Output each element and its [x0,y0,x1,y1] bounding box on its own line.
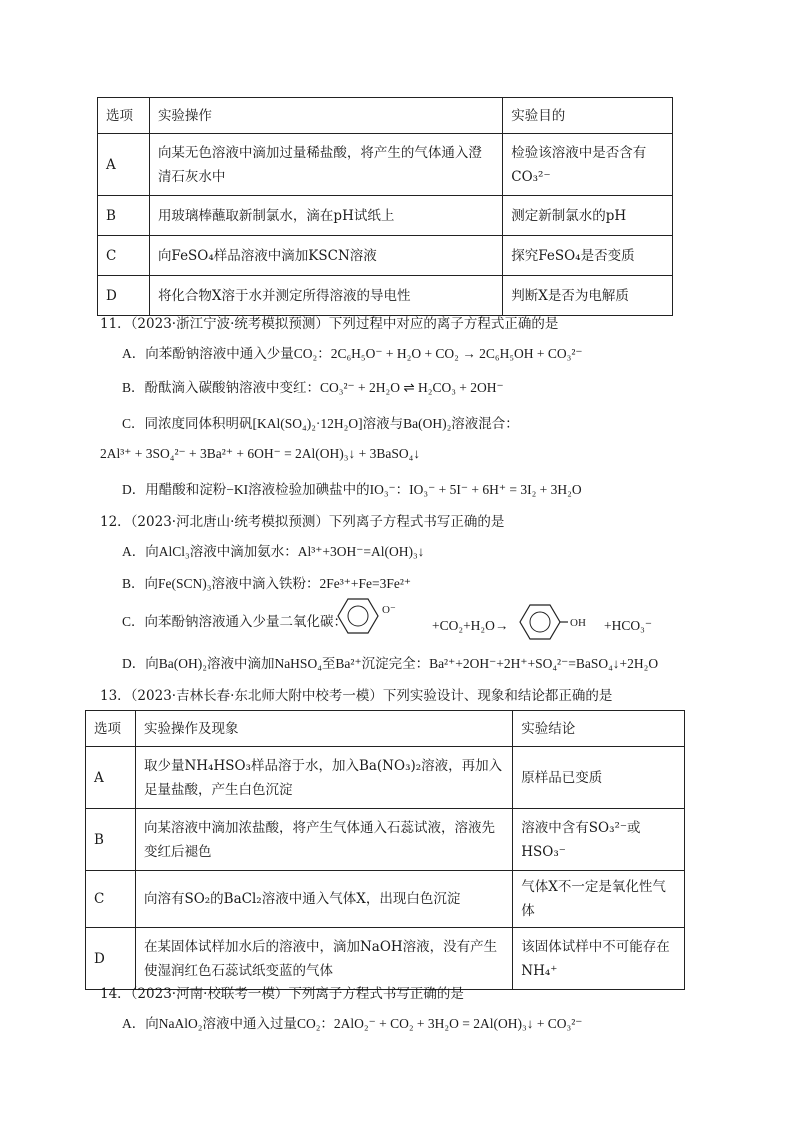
operation-cell: 向溶有SO₂的BaCl₂溶液中通入气体X，出现白色沉淀 [135,871,512,928]
conclusion-cell: 气体X不一定是氧化性气体 [513,871,685,928]
option-cell: A [98,134,150,196]
table-row [98,276,673,316]
operation-cell: 向某无色溶液中滴加过量稀盐酸，将产生的气体通入澄清石灰水中 [149,134,502,196]
table-row [98,196,673,236]
question-11-option-b: B．酚酞滴入碳酸钠溶液中变红：CO₃²⁻ + 2H₂O ⇌ H₂CO₃ + 2OH⁻ [122,380,504,395]
purpose-cell: 检验该溶液中是否含有CO₃²⁻ [503,134,673,196]
purpose-cell: 测定新制氯水的pH [503,196,673,236]
table-row [86,928,685,990]
question-12-option-b: B．向Fe(SCN)₃溶液中滴入铁粉：2Fe³⁺+Fe=3Fe²⁺ [122,576,412,591]
option-cell: D [86,928,136,990]
option-cell: B [86,809,136,871]
conclusion-cell: 原样品已变质 [513,747,685,809]
question-14-option-a: A．向NaAlO₂溶液中通入过量CO₂：2AlO₂⁻ + CO₂ + 3H₂O = 2Al(OH)₃↓ + CO₃²⁻ [122,1016,583,1031]
operation-cell: 向某溶液中滴加浓盐酸，将产生气体通入石蕊试液，溶液先变红后褪色 [135,809,512,871]
option-cell: C [98,236,150,276]
question-12-option-c-lead: C．向苯酚钠溶液通入少量二氧化碳： [122,614,348,629]
benzene-ring [520,605,560,639]
operation-cell: 在某固体试样加水后的溶液中，滴加NaOH溶液，没有产生使湿润红色石蕊试纸变蓝的气体 [135,928,512,990]
benzene-ring [338,599,378,633]
table-header-row [86,711,685,747]
option-cell: A [86,747,136,809]
phenoxide-o: O⁻ [382,604,396,616]
header-cell: 实验目的 [503,98,673,134]
header-cell: 实验结论 [513,711,685,747]
aromatic-circle [348,606,368,626]
option-cell: D [98,276,150,316]
operation-cell: 将化合物X溶于水并测定所得溶液的导电性 [149,276,502,316]
header-cell: 选项 [86,711,136,747]
option-cell: B [98,196,150,236]
table-row [86,871,685,928]
operation-cell: 取少量NH₄HSO₃样品溶于水，加入Ba(NO₃)₂溶液，再加入足量盐酸，产生白色沉淀 [135,747,512,809]
option-cell: C [86,871,136,928]
table-header-row [98,98,673,134]
question-12-title: 12．（2023·河北唐山·统考模拟预测）下列离子方程式书写正确的是 [100,514,505,530]
conclusion-cell: 该固体试样中不可能存在NH₄⁺ [513,928,685,990]
question-11-option-c: C．同浓度同体积明矾[KAl(SO₄)₂·12H₂O]溶液与Ba(OH)₂溶液混合： [122,416,519,431]
question-11-option-a: A．向苯酚钠溶液中通入少量CO₂：2C₆H₅O⁻ + H₂O + CO₂ → 2C₆H₅OH + CO₃²⁻ [122,346,583,361]
question-12-option-c-mid: +CO₂+H₂O→ [432,618,509,633]
purpose-cell: 判断X是否为电解质 [503,276,673,316]
question-11-title: 11．（2023·浙江宁波·统考模拟预测）下列过程中对应的离子方程式正确的是 [100,316,559,332]
aromatic-circle [530,612,550,632]
question-12-option-c-tail: +HCO₃⁻ [604,618,652,633]
question-12-option-a: A．向AlCl₃溶液中滴加氨水：Al³⁺+3OH⁻=Al(OH)₃↓ [122,544,425,559]
question-13-title: 13．（2023·吉林长春·东北师大附中校考一模）下列实验设计、现象和结论都正确的是 [100,688,613,704]
table-row [98,236,673,276]
question-12-option-d: D．向Ba(OH)₂溶液中滴加NaHSO₄至Ba²⁺沉淀完全：Ba²⁺+2OH⁻+2H⁺+SO₄²⁻=BaSO₄↓+2H₂O [122,656,659,671]
operation-cell: 向FeSO₄样品溶液中滴加KSCN溶液 [149,236,502,276]
table-row [86,747,685,809]
operation-cell: 用玻璃棒蘸取新制氯水，滴在pH试纸上 [149,196,502,236]
conclusion-cell: 溶液中含有SO₃²⁻或HSO₃⁻ [513,809,685,871]
question-14-title: 14．（2023·河南·校联考一模）下列离子方程式书写正确的是 [100,986,464,1002]
header-cell: 选项 [98,98,150,134]
phenoxide-structure [330,594,404,638]
table-row [86,809,685,871]
table-row [98,134,673,196]
experiment-table-2 [85,710,685,990]
header-cell: 实验操作及现象 [135,711,512,747]
question-11-option-c-equation: 2Al³⁺ + 3SO₄²⁻ + 3Ba²⁺ + 6OH⁻ = 2Al(OH)₃↓ + 3BaSO₄↓ [100,446,421,461]
header-cell: 实验操作 [149,98,502,134]
purpose-cell: 探究FeSO₄是否变质 [503,236,673,276]
phenol-structure [512,600,592,644]
experiment-table-1 [97,97,673,316]
phenol-oh: OH [570,617,586,629]
question-11-option-d: D．用醋酸和淀粉−KI溶液检验加碘盐中的IO₃⁻：IO₃⁻ + 5I⁻ + 6H⁺ = 3I₂ + 3H₂O [122,482,582,497]
